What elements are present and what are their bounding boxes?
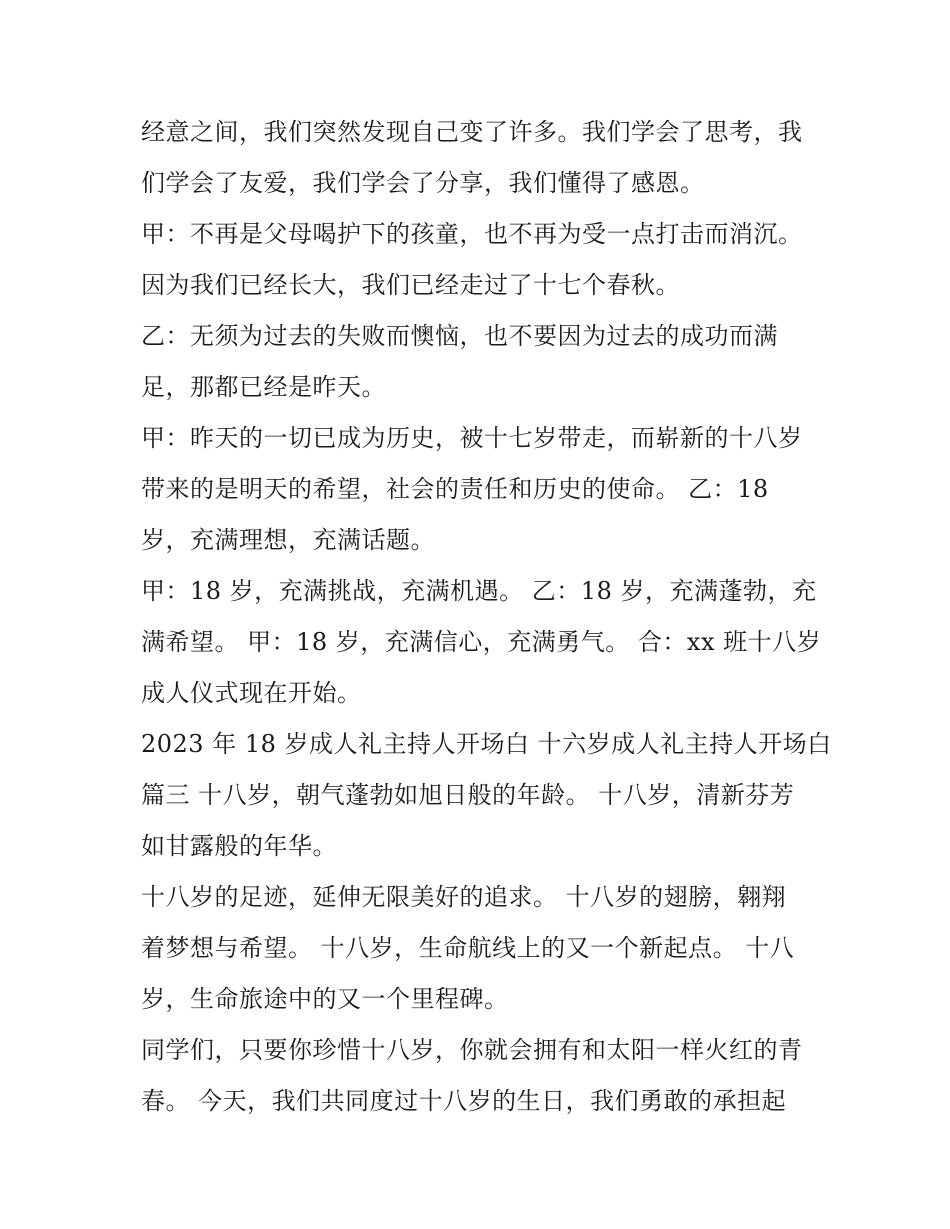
document-body (141, 107, 832, 1127)
text-line: 篇三 十八岁，朝气蓬勃如旭日般的年龄。 十八岁，清新芬芳 (141, 781, 795, 809)
text-line: 岁，充满理想，充满话题。 (141, 526, 435, 554)
text-line: 足，那都已经是昨天。 (141, 373, 386, 401)
text-line: 带来的是明天的希望，社会的责任和历史的使命。 乙：18 (141, 475, 769, 503)
text-line: 甲：昨天的一切已成为历史，被十七岁带走，而崭新的十八岁 (141, 424, 803, 452)
text-line: 经意之间，我们突然发现自己变了许多。我们学会了思考，我 (141, 118, 803, 146)
text-line: 十八岁的足迹，延伸无限美好的追求。 十八岁的翅膀，翱翔 (141, 883, 787, 911)
text-line: 满希望。 甲：18 岁，充满信心，充满勇气。 合：xx 班十八岁 (141, 628, 822, 656)
text-line: 因为我们已经长大，我们已经走过了十七个春秋。 (141, 271, 680, 299)
text-line: 乙：无须为过去的失败而懊恼，也不要因为过去的成功而满 (141, 322, 778, 350)
text-line: 成人仪式现在开始。 (141, 679, 362, 707)
text-line: 甲：18 岁，充满挑战，充满机遇。 乙：18 岁，充满蓬勃，充 (141, 577, 817, 605)
text-line: 2023 年 18 岁成人礼主持人开场白 十六岁成人礼主持人开场白 (141, 730, 832, 758)
text-line: 甲：不再是父母喝护下的孩童，也不再为受一点打击而消沉。 (141, 220, 803, 248)
text-line: 如甘露般的年华。 (141, 832, 337, 860)
text-line: 们学会了友爱，我们学会了分享，我们懂得了感恩。 (141, 169, 705, 197)
text-line: 春。 今天，我们共同度过十八岁的生日，我们勇敢的承担起 (141, 1087, 787, 1115)
text-line: 着梦想与希望。 十八岁，生命航线上的又一个新起点。 十八 (141, 934, 795, 962)
text-line: 岁，生命旅途中的又一个里程碑。 (141, 985, 509, 1013)
text-line: 同学们，只要你珍惜十八岁，你就会拥有和太阳一样火红的青 (141, 1036, 803, 1064)
